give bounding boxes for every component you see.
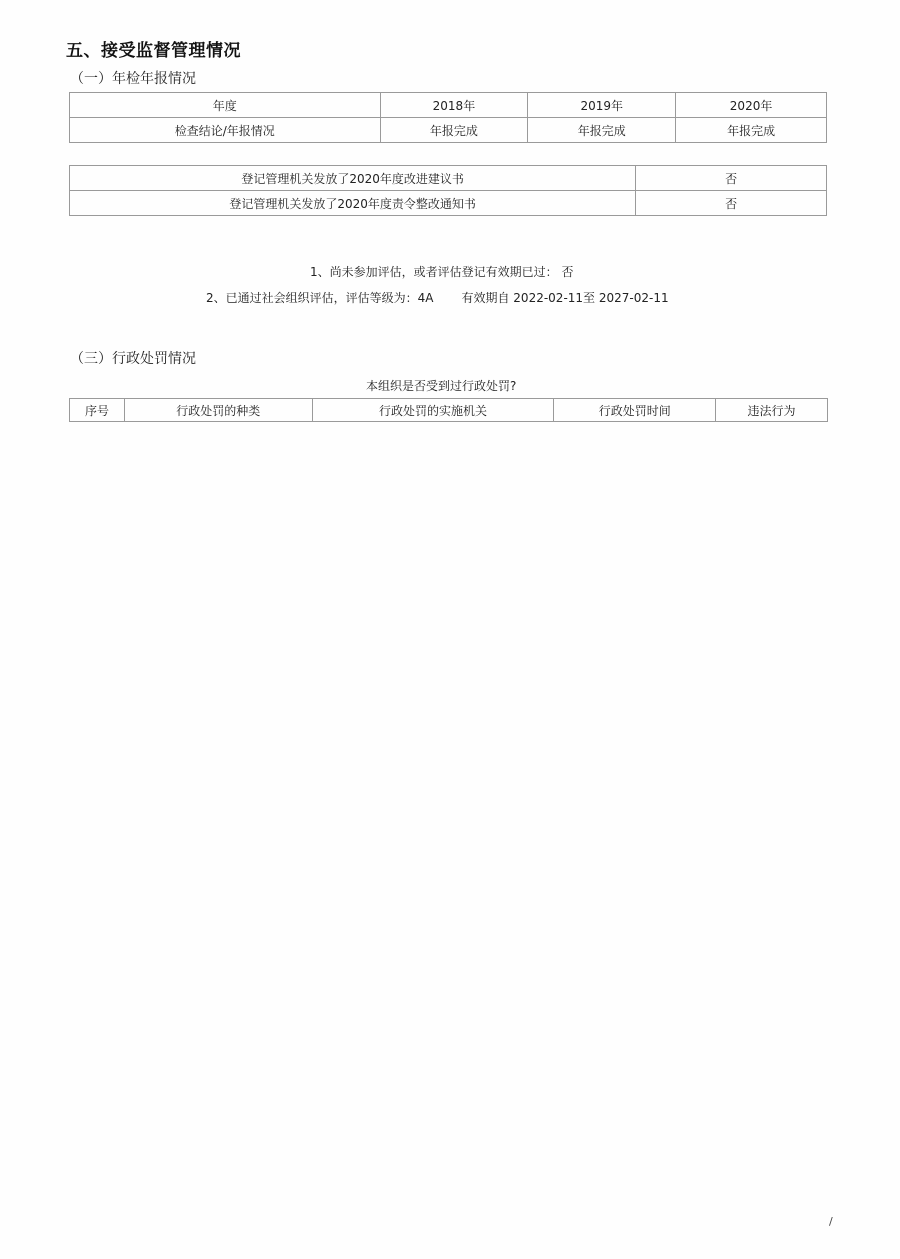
result-cell-2018: 年报完成 (380, 118, 528, 143)
evaluation-grade: 2、已通过社会组织评估，评估等级为：4A (206, 291, 434, 305)
table-row (70, 166, 827, 191)
notice-label-cell: 登记管理机关发放了2020年度改进建议书 (70, 166, 636, 191)
evaluation-line-2 (206, 289, 669, 306)
annual-check-title: （一）年检年报情况 (70, 71, 196, 87)
penalty-table (69, 398, 828, 422)
notice-value-cell: 否 (636, 166, 827, 191)
section-title: 五、接受监督管理情况 (66, 41, 241, 61)
header-cell-penalty-authority: 行政处罚的实施机关 (312, 399, 554, 422)
penalty-title: （三）行政处罚情况 (70, 351, 196, 367)
header-cell-violation: 违法行为 (716, 399, 828, 422)
header-cell-2018: 2018年 (380, 93, 528, 118)
header-cell-penalty-type: 行政处罚的种类 (124, 399, 312, 422)
table-header-row (70, 399, 828, 422)
table-row (70, 191, 827, 216)
penalty-question: 本组织是否受到过行政处罚? (366, 379, 517, 393)
header-cell-index: 序号 (70, 399, 125, 422)
table-row (70, 118, 827, 143)
notice-table (69, 165, 827, 216)
notice-label-cell: 登记管理机关发放了2020年度责令整改通知书 (70, 191, 636, 216)
header-cell-year: 年度 (70, 93, 381, 118)
header-cell-2019: 2019年 (528, 93, 676, 118)
annual-check-table (69, 92, 827, 143)
notice-value-cell: 否 (636, 191, 827, 216)
table-header-row (70, 93, 827, 118)
header-cell-penalty-time: 行政处罚时间 (554, 399, 716, 422)
header-cell-2020: 2020年 (676, 93, 827, 118)
result-cell-2020: 年报完成 (676, 118, 827, 143)
page-mark: / (829, 1215, 833, 1228)
row-label-cell: 检查结论/年报情况 (70, 118, 381, 143)
evaluation-validity: 有效期自 2022-02-11至 2027-02-11 (461, 291, 669, 305)
evaluation-line-1: 1、尚未参加评估，或者评估登记有效期已过： 否 (310, 265, 574, 279)
result-cell-2019: 年报完成 (528, 118, 676, 143)
